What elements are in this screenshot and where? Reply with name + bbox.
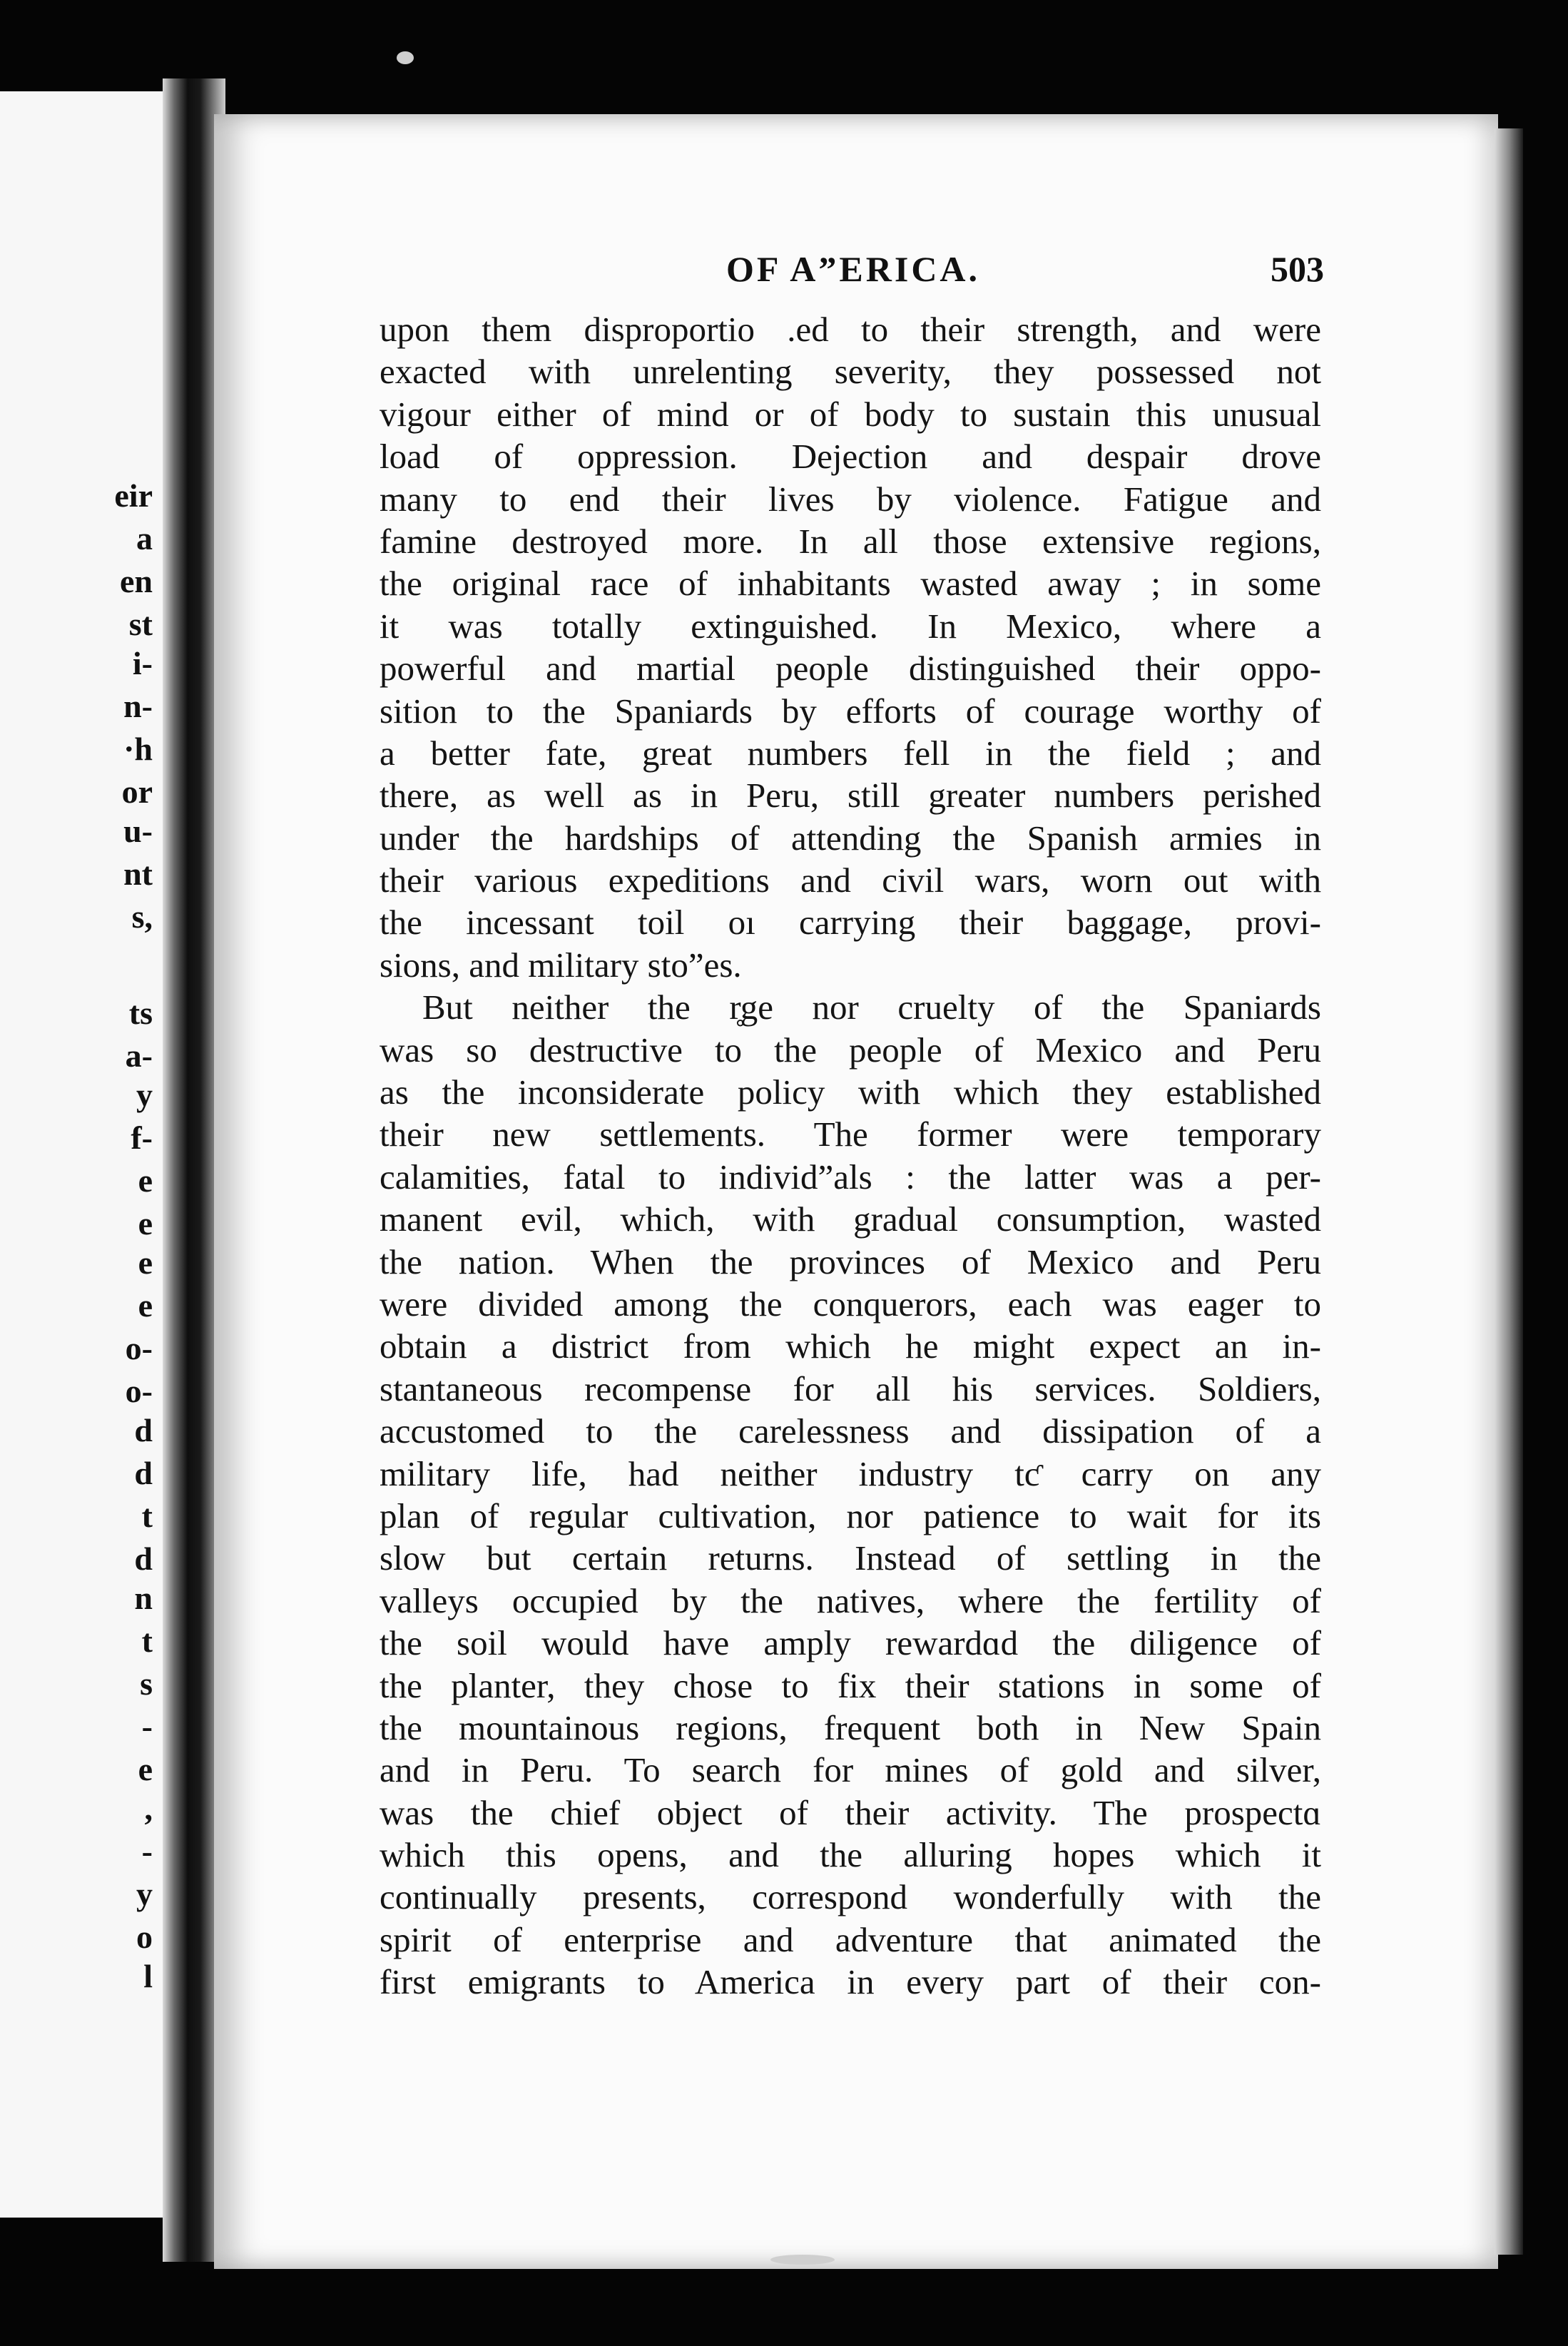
text-line: spirit of enterprise and adventure that animated the [380,1919,1321,1959]
text-line: was so destructive to the people of Mexico and Peru [380,1030,1321,1070]
facing-page-fragment-line: en [120,563,153,599]
text-line: many to end their lives by violence. Fatigue and [380,479,1321,519]
text-line: continually presents, correspond wonderfully with the [380,1877,1321,1917]
text-line: powerful and martial people distinguished their oppo- [380,649,1321,689]
facing-page-fragment-line: s, [131,898,153,935]
text-line: their various expeditions and civil wars, worn out with [380,860,1321,900]
text-line: it was totally extinguished. In Mexico, where a [380,606,1321,646]
text-line: calamities, fatal to individ”als : the latter was a per- [380,1157,1321,1197]
text-line: sions, and military sto”es. [380,945,742,985]
text-line: the planter, they chose to fix their stations in some of [380,1665,1321,1705]
text-line: accustomed to the carelessness and dissipation of a [380,1411,1321,1451]
text-line: obtain a district from which he might expect an in- [380,1326,1321,1366]
text-line: manent evil, which, with gradual consumption, wasted [380,1199,1321,1239]
facing-page-fragment-line: nt [123,855,153,892]
facing-page-fragment-line: e [138,1751,153,1787]
text-line: under the hardships of attending the Spanish armies in [380,818,1321,858]
facing-page-fragment-line: st [128,606,153,642]
text-line: the nation. When the provinces of Mexico and Peru [380,1241,1321,1281]
facing-page-fragment-line: o- [125,1373,153,1409]
facing-page-fragment-line: i- [132,645,153,681]
facing-page-fragment-line: ts [128,995,153,1031]
text-line: slow but certain returns. Instead of settling in the [380,1538,1321,1578]
facing-page-fragment-line: n- [123,688,153,724]
text-line: military life, had neither industry tƈ carry on any [380,1453,1321,1493]
running-head: OF A”ERICA. [726,249,981,289]
facing-page-fragment-line: e [138,1287,153,1324]
text-line: there, as well as in Peru, still greater numbers perished [380,776,1321,816]
facing-page-fragment-line: s [140,1665,153,1702]
facing-page-fragment-line: e [138,1205,153,1241]
text-line: was the chief object of their activity. The prospectɑ [380,1792,1321,1832]
facing-page-fragment-line: d [134,1540,153,1577]
text-line: plan of regular cultivation, nor patience to wait for its [380,1496,1321,1535]
facing-page-fragment-line: l [143,1958,153,1994]
text-line: load of oppression. Dejection and despair drove [380,437,1321,477]
facing-page-fragment-line: a- [125,1037,153,1074]
text-line: vigour either of mind or of body to sustain this unusual [380,394,1321,434]
text-line: the soil would have amply rewardɑd the diligence of [380,1623,1321,1663]
page-edge-shadow [1495,128,1523,2255]
facing-page-fragment-line: - [141,1708,153,1745]
scan-speck [770,2255,835,2265]
facing-page-fragment-line: f- [131,1119,153,1156]
text-line: upon them disproportio .ed to their strength, and were [380,310,1321,349]
text-line: as the inconsiderate policy with which they established [380,1072,1321,1112]
facing-page-fragment-line: e [138,1244,153,1281]
facing-page-fragment-line: or [121,773,153,810]
facing-page-fragment-line: y [136,1876,153,1912]
facing-page-fragment-line: u- [123,813,153,849]
text-line: sition to the Spaniards by efforts of courage worthy of [380,691,1321,731]
text-line: a better fate, great numbers fell in the field ; and [380,733,1321,773]
text-line: famine destroyed more. In all those extensive regions, [380,521,1321,561]
text-line: their new settlements. The former were temporary [380,1114,1321,1154]
text-line: But neither the r̥ge nor cruelty of the Spaniards [422,987,1321,1027]
facing-page-fragment-line: n [134,1580,153,1616]
text-line: valleys occupied by the natives, where the fertility of [380,1580,1321,1620]
text-line: stantaneous recompense for all his services. Soldiers, [380,1368,1321,1408]
facing-page-fragment-line: d [134,1412,153,1448]
facing-page-fragment-line: - [141,1833,153,1869]
facing-page-fragment-line: eir [114,477,153,514]
facing-page-fragment [0,91,163,2218]
text-line: exacted with unrelenting severity, they possessed not [380,352,1321,392]
facing-page-fragment-line: , [144,1790,153,1827]
text-line: which this opens, and the alluring hopes which it [380,1835,1321,1875]
facing-page-fragment-line: t [141,1498,153,1534]
facing-page-fragment-line: o [136,1919,153,1955]
body-text [380,308,1321,2004]
facing-page-fragment-line: a [136,520,153,557]
facing-page-fragment-line: e [138,1162,153,1199]
text-line: first emigrants to America in every part of their con- [380,1962,1321,2002]
text-line: were divided among the conquerors, each was eager to [380,1284,1321,1324]
text-line: the mountainous regions, frequent both in New Spain [380,1707,1321,1747]
page-number: 503 [1271,249,1324,289]
page-header [382,248,1324,305]
facing-page-fragment-line: o- [125,1330,153,1366]
facing-page-fragment-line: d [134,1455,153,1491]
text-line: the incessant toil oı carrying their baggage, provi- [380,903,1321,943]
scan-speck [397,51,414,64]
text-line: the original race of inhabitants wasted away ; in some [380,564,1321,604]
text-line: and in Peru. To search for mines of gold and silver, [380,1750,1321,1790]
facing-page-fragment-line: y [136,1077,153,1113]
facing-page-fragment-line: ·h [123,731,153,767]
facing-page-fragment-line: t [141,1623,153,1659]
